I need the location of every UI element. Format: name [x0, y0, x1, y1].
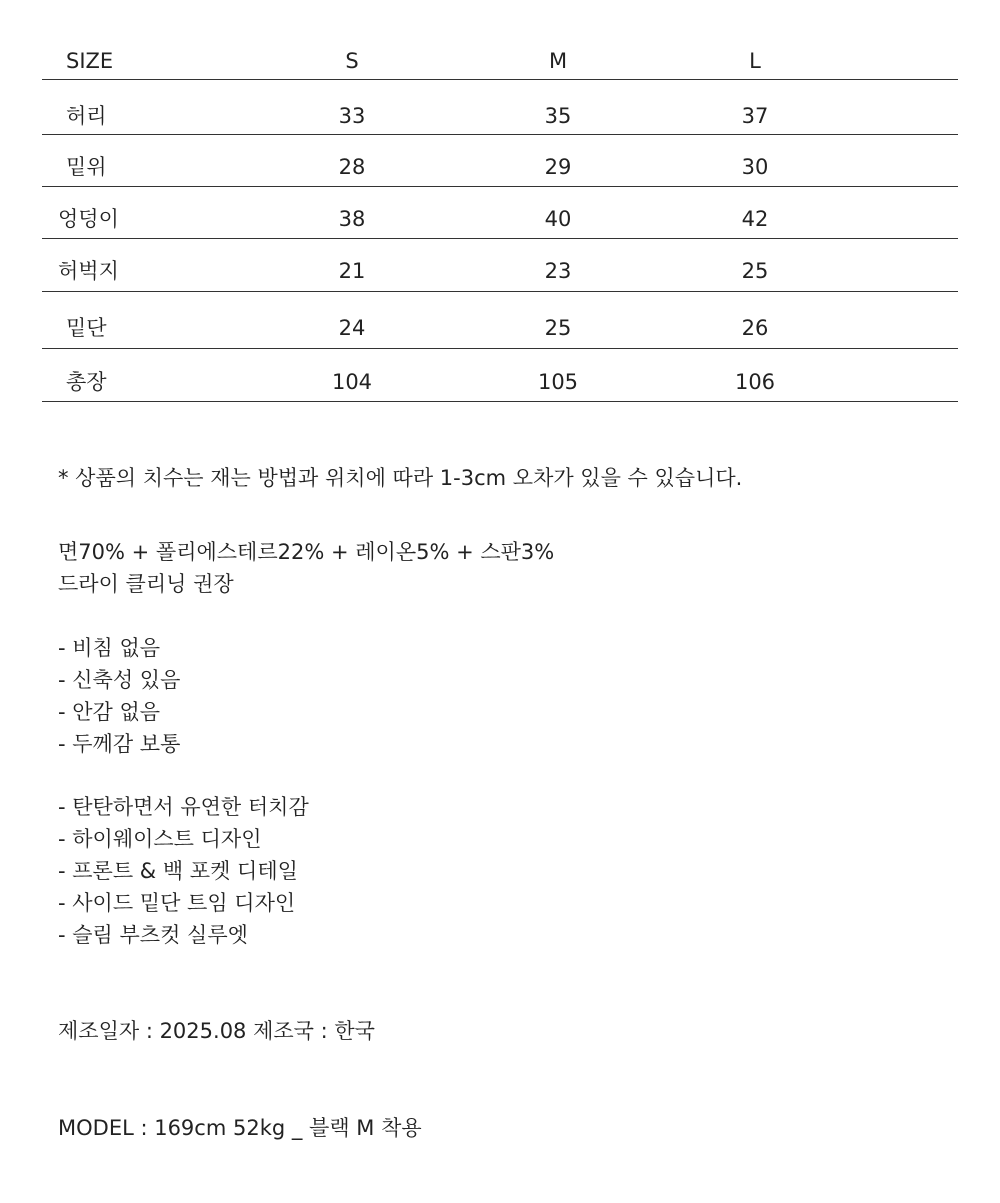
value-l: 42 — [741, 207, 769, 231]
list-item: - 안감 없음 — [58, 700, 161, 724]
row-label: 엉덩이 — [58, 207, 119, 231]
value-s: 21 — [338, 259, 366, 283]
table-row — [42, 135, 958, 187]
care-instruction: 드라이 클리닝 권장 — [58, 572, 234, 596]
value-m: 25 — [544, 316, 572, 340]
list-item: - 사이드 밑단 트임 디자인 — [58, 891, 296, 915]
property-list — [58, 632, 958, 760]
header-m: M — [548, 49, 568, 73]
row-label: 밑위 — [66, 155, 107, 179]
row-label: 밑단 — [66, 316, 107, 340]
header-l: L — [749, 49, 761, 73]
value-s: 28 — [338, 155, 366, 179]
table-row — [42, 292, 958, 349]
value-l: 26 — [741, 316, 769, 340]
list-item: - 신축성 있음 — [58, 668, 181, 692]
row-label: 허벅지 — [58, 259, 119, 283]
header-size: SIZE — [66, 49, 114, 73]
model-info — [58, 1112, 958, 1144]
list-item: - 비침 없음 — [58, 636, 161, 660]
value-m: 40 — [544, 207, 572, 231]
size-table — [42, 40, 958, 402]
value-s: 33 — [338, 104, 366, 128]
list-item: - 슬림 부츠컷 실루엣 — [58, 923, 248, 947]
value-m: 29 — [544, 155, 572, 179]
measurement-notice — [58, 462, 958, 494]
list-item: - 두께감 보통 — [58, 732, 181, 756]
row-label: 총장 — [66, 370, 107, 394]
value-l: 106 — [734, 370, 776, 394]
table-row — [42, 187, 958, 239]
material-section — [58, 536, 958, 600]
model-text: MODEL : 169cm 52kg _ 블랙 M 착용 — [58, 1116, 422, 1140]
value-s: 24 — [338, 316, 366, 340]
table-row — [42, 349, 958, 402]
value-l: 37 — [741, 104, 769, 128]
value-s: 104 — [331, 370, 373, 394]
manufacture-text: 제조일자 : 2025.08 제조국 : 한국 — [58, 1019, 375, 1043]
list-item: - 탄탄하면서 유연한 터치감 — [58, 795, 309, 819]
list-item: - 하이웨이스트 디자인 — [58, 827, 262, 851]
header-s: S — [345, 49, 359, 73]
value-m: 23 — [544, 259, 572, 283]
value-l: 30 — [741, 155, 769, 179]
value-l: 25 — [741, 259, 769, 283]
row-label: 허리 — [66, 104, 107, 128]
feature-list — [58, 791, 958, 951]
manufacture-info — [58, 1015, 958, 1047]
table-row — [42, 80, 958, 135]
value-m: 35 — [544, 104, 572, 128]
table-row — [42, 239, 958, 292]
value-m: 105 — [537, 370, 579, 394]
list-item: - 프론트 & 백 포켓 디테일 — [58, 859, 298, 883]
material-composition: 면70% + 폴리에스테르22% + 레이온5% + 스판3% — [58, 540, 555, 564]
size-table-header — [42, 40, 958, 80]
value-s: 38 — [338, 207, 366, 231]
notice-text: * 상품의 치수는 재는 방법과 위치에 따라 1-3cm 오차가 있을 수 있습니다. — [58, 466, 743, 490]
